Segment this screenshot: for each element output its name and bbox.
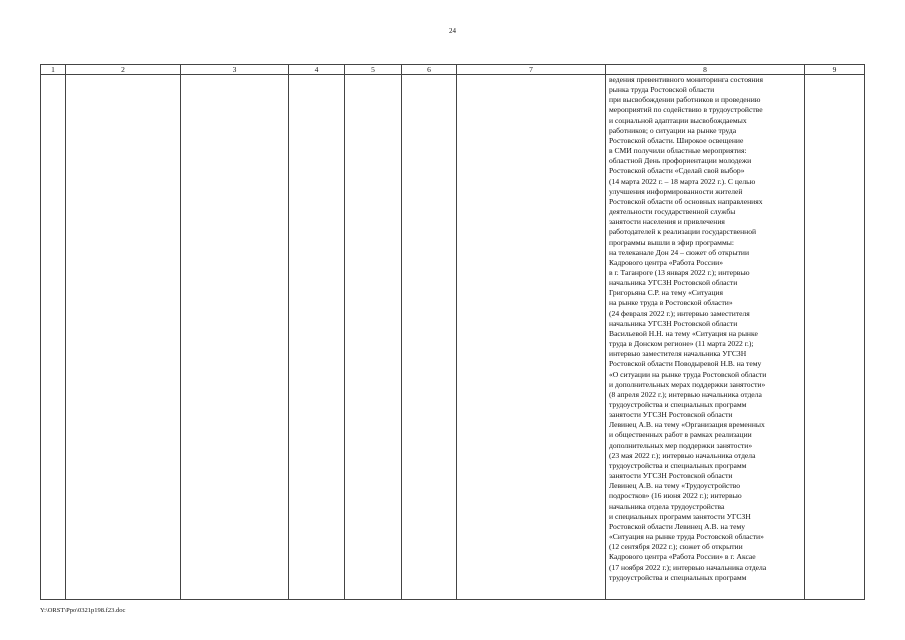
text-line: трудоустройства и специальных программ [609, 460, 747, 470]
text-line: Григорьяна С.Р. на тему «Ситуация [609, 288, 723, 298]
text-line: и специальных программ занятости УГСЗН [609, 511, 751, 521]
text-line: «О ситуации на рынке труда Ростовской области [609, 369, 767, 379]
text-line: Ростовской области. Широкое освещение [609, 135, 744, 145]
text-line: (8 апреля 2022 г.); интервью начальника отдела [609, 389, 762, 399]
text-line: Кадрового центра «Работа России» в г. Аксае [609, 552, 756, 562]
text-line: подростков» (16 июня 2022 г.); интервью [609, 491, 742, 501]
text-line: и дополнительных мерах поддержки занятости» [609, 379, 766, 389]
cell-col-7 [457, 75, 606, 600]
text-line: на телеканале Дон 24 – сюжет об открытии [609, 247, 750, 257]
text-line: Левинец А.В. на тему «Трудоустройство [609, 481, 741, 491]
cell-col-2 [66, 75, 181, 600]
column-header-8: 8 [606, 65, 805, 75]
text-line: начальника отдела трудоустройства [609, 501, 725, 511]
text-line: занятости УГСЗН Ростовской области [609, 410, 733, 420]
text-line: труда в Донском регионе» (11 марта 2022 г.); [609, 339, 754, 349]
column-header-9: 9 [805, 65, 865, 75]
column-header-1: 1 [41, 65, 66, 75]
text-line: работников; о ситуации на рынке труда [609, 125, 737, 135]
document-table [40, 64, 865, 600]
cell-col-4 [289, 75, 345, 600]
cell-col-3 [181, 75, 289, 600]
text-line: и общественных работ в рамках реализации [609, 430, 752, 440]
text-line: (23 мая 2022 г.); интервью начальника отдела [609, 450, 756, 460]
text-line: Ростовской области Поводыревой Н.В. на тему [609, 359, 762, 369]
text-line: интервью заместителя начальника УГСЗН [609, 349, 747, 359]
column-header-6: 6 [402, 65, 457, 75]
text-line: на рынке труда в Ростовской области» [609, 298, 733, 308]
text-line: «Ситуация на рынке труда Ростовской области» [609, 532, 764, 542]
text-line: при высвобождении работников и проведению [609, 95, 761, 105]
text-line: трудоустройства и специальных программ [609, 572, 747, 582]
text-line: Ростовской области «Сделай свой выбор» [609, 166, 745, 176]
text-line: начальника УГСЗН Ростовской области [609, 278, 738, 288]
table-row [41, 75, 865, 600]
text-line: в г. Таганроге (13 января 2022 г.); интервью [609, 267, 750, 277]
text-line: программы вышли в эфир программы: [609, 237, 734, 247]
page-number: 24 [449, 27, 456, 35]
text-line: (17 ноября 2022 г.); интервью начальника отдела [609, 562, 767, 572]
cell-col-9 [805, 75, 865, 600]
column-header-3: 3 [181, 65, 289, 75]
text-line: занятости населения и привлечения [609, 217, 725, 227]
text-line: дополнительных мер поддержки занятости» [609, 440, 753, 450]
text-line: Левинец А.В. на тему «Организация временных [609, 420, 765, 430]
text-line: работодателей к реализации государственной [609, 227, 757, 237]
column-header-4: 4 [289, 65, 345, 75]
text-line: трудоустройства и специальных программ [609, 400, 747, 409]
footer-file-path: Y:\ORST\Ppo\0321p198.f23.doc [40, 607, 126, 614]
text-line: областной День профориентации молодежи [609, 156, 752, 166]
cell-col-5 [345, 75, 402, 600]
text-line: Кадрового центра «Работа России» [609, 257, 724, 267]
text-line: рынка труда Ростовской области [609, 85, 715, 95]
text-line: (12 сентября 2022 г.); сюжет об открытии [609, 542, 743, 552]
column-header-2: 2 [66, 65, 181, 75]
text-line: ведения превентивного мониторинга состояния [609, 75, 763, 84]
column-header-5: 5 [345, 65, 402, 75]
text-line: (24 февраля 2022 г.); интервью заместителя [609, 308, 750, 318]
text-line: занятости УГСЗН Ростовской области [609, 471, 733, 481]
text-line: в СМИ получили областные мероприятия: [609, 146, 747, 156]
text-line: деятельности государственной службы [609, 207, 736, 217]
cell-col-6 [402, 75, 457, 600]
text-line: Ростовской области об основных направлениях [609, 196, 763, 206]
text-line: мероприятий по содействию в трудоустройстве [609, 105, 763, 115]
text-line: улучшения информированности жителей [609, 186, 743, 196]
cell-col-1 [41, 75, 66, 600]
text-line: (14 марта 2022 г. – 18 марта 2022 г.). С целью [609, 176, 756, 186]
text-line: Ростовской области Левинец А.В. на тему [609, 521, 746, 531]
text-line: начальника УГСЗН Ростовской области [609, 318, 738, 328]
cell-col-8 [606, 75, 805, 600]
column-header-7: 7 [457, 65, 606, 75]
text-line: и социальной адаптации высвобождаемых [609, 115, 747, 125]
text-line: Васильевой Н.Н. на тему «Ситуация на рынке [609, 328, 758, 338]
cell-col-8-text [606, 75, 804, 599]
header-row [41, 65, 865, 75]
